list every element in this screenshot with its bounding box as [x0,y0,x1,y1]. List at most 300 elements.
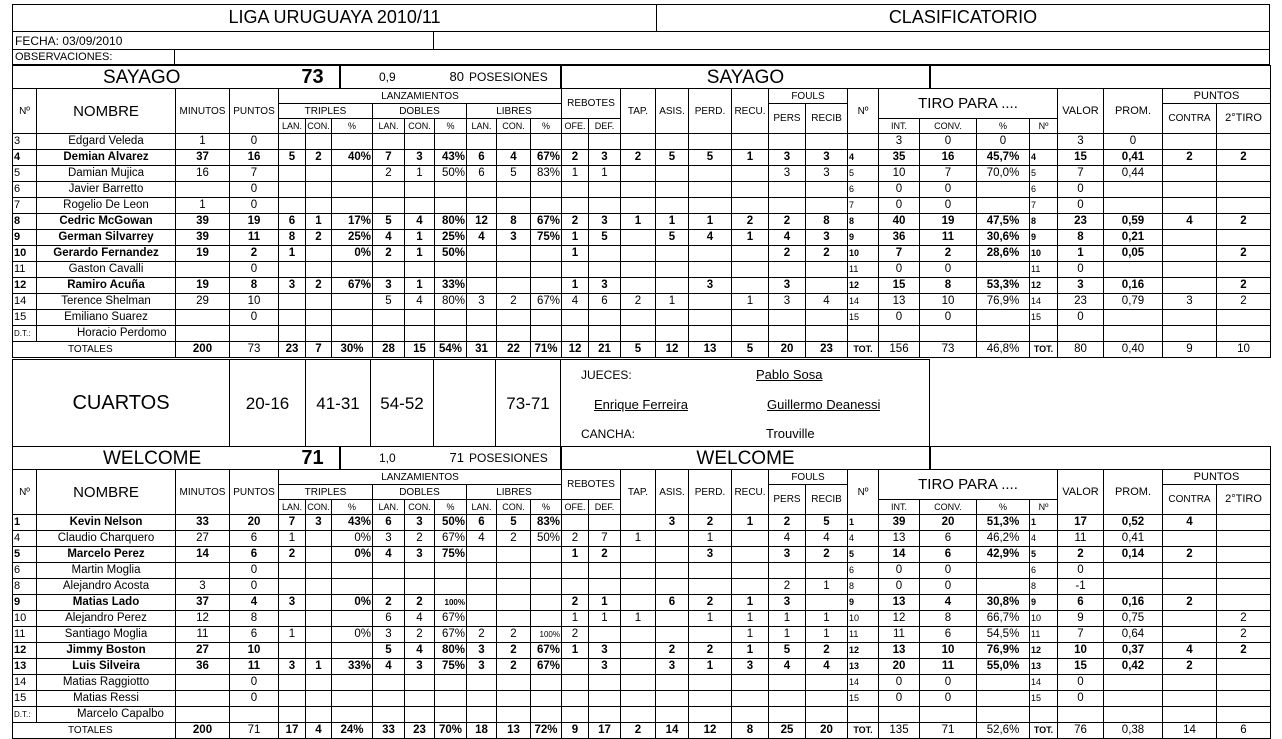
col-rebounds-header: REBOTES [561,469,621,500]
stat-cell [977,182,1030,198]
stat-cell: 5 [689,150,732,166]
stat-cell [435,262,467,278]
stat-cell [656,198,689,214]
stat-cell: 19 [176,246,230,262]
stat-cell: 10 [1030,246,1058,262]
stat-cell [1163,134,1217,150]
stat-cell [467,326,497,342]
stat-cell: 37 [176,595,230,611]
stat-cell: 7 [1058,627,1104,643]
stat-cell: 1 [589,166,621,182]
stat-cell [621,310,656,326]
stat-cell: 5 [373,643,405,659]
stat-cell: 7 [279,515,306,531]
stat-cell: 51,3% [977,515,1030,531]
possessions-value: 71 [449,450,464,465]
quarters-box [12,359,230,447]
stat-cell [1217,230,1271,246]
stat-cell: 1 [689,214,732,230]
stat-cell: 8 [920,611,977,627]
stat-cell: 1 [562,643,589,659]
stat-cell: 67% [435,611,467,627]
total-cell: 30% [332,342,373,358]
stat-cell [806,134,848,150]
stat-cell: 12 [848,643,879,659]
stat-cell: 3 [879,134,920,150]
stat-cell: 6 [467,166,497,182]
stat-cell [769,182,806,198]
stat-cell [977,579,1030,595]
stat-cell [332,326,373,342]
stat-cell [435,182,467,198]
stat-cell [373,563,405,579]
stat-cell: 20 [920,515,977,531]
stat-cell: 0 [879,310,920,326]
total-cell: 9 [1163,342,1217,358]
stat-cell: 7 [589,531,621,547]
stat-cell [497,579,531,595]
total-cell: TOT. [848,342,879,358]
col-recu-header: RECU. [731,469,769,515]
stat-cell: 0,37 [1104,643,1163,659]
total-cell: 13 [689,342,732,358]
stat-cell: 11 [13,627,37,643]
col-recib-header: RECIB [805,484,848,515]
total-cell: 73 [230,342,279,358]
stat-cell [848,326,879,342]
stat-cell: 0 [230,134,279,150]
stat-cell [467,310,497,326]
total-cell: 20 [806,723,848,739]
stat-cell [977,691,1030,707]
stat-cell [769,310,806,326]
stat-cell: 39 [176,230,230,246]
stat-cell: 1 [589,595,621,611]
stat-cell [589,262,621,278]
player-row [13,262,1271,278]
stat-cell [1217,675,1271,691]
player-row [13,579,1271,595]
col-triples-header: TRIPLES [278,103,373,119]
stat-cell [306,166,332,182]
stat-cell [621,182,656,198]
stat-cell: 4 [1030,531,1058,547]
stat-cell: 13 [879,294,920,310]
stat-cell: 2 [1163,547,1217,563]
total-cell: 23 [806,342,848,358]
stat-cell [332,182,373,198]
stat-cell: 14 [848,675,879,691]
player-row [13,246,1271,262]
stat-cell: 7 [920,166,977,182]
stat-cell [306,246,332,262]
stat-cell [621,707,656,723]
stat-cell: 6 [920,531,977,547]
stat-cell [1163,627,1217,643]
stat-cell [732,310,769,326]
stat-cell: 1 [621,531,656,547]
stat-cell [732,278,769,294]
stat-cell: 3 [405,659,435,675]
stat-cell [332,563,373,579]
col-lan-header: LAN. [466,118,497,134]
stat-cell [1163,611,1217,627]
stat-cell [1217,515,1271,531]
stat-cell [531,691,562,707]
stat-cell: 14 [1030,675,1058,691]
col-pct-header: % [331,499,373,515]
stat-cell: 4 [467,230,497,246]
col-free-header: LIBRES [466,484,562,500]
stat-cell [806,595,848,611]
stat-cell [373,134,405,150]
col-prom-header: PROM. [1103,88,1163,134]
stat-cell [920,326,977,342]
player-row [13,134,1271,150]
coach-row [13,326,1271,342]
stat-cell: 40% [332,150,373,166]
stat-cell: 35 [879,150,920,166]
stat-cell [589,246,621,262]
col-tiro-header: TIRO PARA .... [878,88,1058,119]
stat-cell [1163,230,1217,246]
stat-cell [279,166,306,182]
col-rebounds-header: REBOTES [561,88,621,119]
stat-cell [306,262,332,278]
player-name: Gaston Cavalli [37,262,176,278]
observations-label: OBSERVACIONES: [15,51,113,63]
stat-cell: 3 [405,515,435,531]
total-cell: 2 [621,723,656,739]
stat-cell [689,579,732,595]
stat-cell [1163,563,1217,579]
stat-cell: 0 [920,262,977,278]
stat-cell: 50% [435,515,467,531]
stat-cell: 8 [848,579,879,595]
stat-cell: 4 [806,531,848,547]
stat-cell: 9 [848,230,879,246]
stat-cell: 11 [1030,262,1058,278]
stat-cell: 6 [467,150,497,166]
stat-cell: 2 [1163,595,1217,611]
player-row [13,531,1271,547]
stat-cell [531,563,562,579]
stat-cell: 0 [1058,182,1104,198]
stat-cell: 67% [332,278,373,294]
stat-cell [1058,326,1104,342]
stat-cell: 25% [332,230,373,246]
stat-cell: 2 [373,246,405,262]
stat-cell [497,707,531,723]
team-score: 71 [301,447,324,469]
stat-cell [467,182,497,198]
stat-cell: 2 [562,150,589,166]
stat-cell [405,579,435,595]
stat-cell [977,326,1030,342]
stat-cell [732,707,769,723]
stat-cell [656,246,689,262]
stat-cell: 67% [531,643,562,659]
stat-cell: 2 [373,595,405,611]
efficiency-factor: 1,0 [379,451,396,465]
stat-cell: 2 [769,246,806,262]
stat-cell: 4 [405,611,435,627]
stat-cell [589,182,621,198]
referee-1: Pablo Sosa [756,367,823,382]
stat-cell: 50% [531,531,562,547]
stat-cell [279,691,306,707]
col-perd-header: PERD. [688,469,732,515]
col-int-header: INT. [878,118,920,134]
col-pct-header: % [530,118,562,134]
stat-cell [1217,134,1271,150]
stat-cell [497,691,531,707]
col-free-header: LIBRES [466,103,562,119]
stat-cell: 1 [562,611,589,627]
total-cell: 14 [656,723,689,739]
stat-cell: 2 [497,659,531,675]
stat-cell [1217,198,1271,214]
total-cell: 80 [1058,342,1104,358]
stat-cell: 20 [230,515,279,531]
total-cell: 46,8% [977,342,1030,358]
stat-cell [176,182,230,198]
stat-cell [1104,182,1163,198]
stat-cell [497,310,531,326]
stat-cell: 4 [769,230,806,246]
col-conv-header: CONV. [919,118,977,134]
stat-cell [769,326,806,342]
stat-cell: 8 [920,278,977,294]
stat-cell [373,326,405,342]
total-cell: 8 [732,723,769,739]
total-cell: 71 [230,723,279,739]
total-cell: 71 [920,723,977,739]
stat-cell: 0 [920,691,977,707]
stat-cell: 12 [1030,278,1058,294]
stat-cell: 14 [1030,294,1058,310]
stat-cell: 1 [562,547,589,563]
stat-cell [467,595,497,611]
stat-cell: 4 [405,643,435,659]
stat-cell [176,691,230,707]
stat-cell: 3 [467,643,497,659]
stat-cell: 30,8% [977,595,1030,611]
stat-cell [467,707,497,723]
stat-cell [497,563,531,579]
stat-cell [405,134,435,150]
stat-cell: 6 [656,595,689,611]
stat-cell: 1 [769,611,806,627]
stat-cell [467,198,497,214]
stat-cell [467,691,497,707]
stat-cell [732,246,769,262]
stat-cell [1104,707,1163,723]
team-name-filler [929,446,1271,470]
stat-cell [621,515,656,531]
col-def-header: DEF. [588,499,621,515]
stat-cell: 15 [1058,659,1104,675]
player-name: Matias Lado [37,595,176,611]
player-row [13,310,1271,326]
stat-cell: 9 [848,595,879,611]
quarter-1-score: 20-16 [245,394,290,413]
player-name: Martin Moglia [37,563,176,579]
col-lan-header: LAN. [278,499,306,515]
player-name: Emiliano Suarez [37,310,176,326]
stat-cell [689,294,732,310]
stat-cell [405,310,435,326]
col-num2-header: Nº [847,88,879,134]
stat-cell: 2 [306,230,332,246]
stat-cell: 2 [689,643,732,659]
stat-cell [732,531,769,547]
stat-cell [656,611,689,627]
stat-cell [332,643,373,659]
stat-cell: 2 [806,547,848,563]
stat-cell: 13 [879,595,920,611]
stat-cell [977,310,1030,326]
stat-cell: 67% [531,294,562,310]
stat-cell: 2 [230,246,279,262]
total-cell: 9 [562,723,589,739]
stat-cell: 0 [879,579,920,595]
stat-cell: 3 [689,547,732,563]
stat-cell [656,627,689,643]
total-cell: 135 [879,723,920,739]
stat-cell [435,675,467,691]
stat-cell [531,326,562,342]
stat-cell [435,563,467,579]
stat-cell: 42,9% [977,547,1030,563]
stat-cell [306,310,332,326]
stat-cell [1163,262,1217,278]
stat-cell: 6 [279,214,306,230]
stat-cell [1163,246,1217,262]
stat-cell: 0% [332,595,373,611]
stat-cell: 10 [1058,643,1104,659]
stat-cell: 3 [467,659,497,675]
stat-cell [1217,707,1271,723]
stat-cell [332,198,373,214]
stat-cell [621,627,656,643]
stat-cell: 1 [732,627,769,643]
stat-cell [806,326,848,342]
stat-cell: 3 [405,150,435,166]
stat-cell: 2 [656,643,689,659]
col-valor-header: VALOR [1057,88,1104,134]
stat-cell [656,563,689,579]
total-cell: 25 [769,723,806,739]
stat-cell: 11 [176,627,230,643]
stat-cell: 80% [435,643,467,659]
stat-cell: 10 [230,643,279,659]
stat-cell [306,198,332,214]
col-pers-header: PERS [768,484,806,515]
stat-cell [562,707,589,723]
stat-cell: 4 [848,150,879,166]
stat-cell [806,691,848,707]
col-ofe-header: OFE. [561,499,589,515]
stat-cell: 8 [1030,579,1058,595]
stat-cell [1163,675,1217,691]
stat-cell [306,611,332,627]
stat-cell: 8 [279,230,306,246]
col-num3-header: Nº [1029,499,1058,515]
stat-cell: 8 [1030,214,1058,230]
stat-cell [589,691,621,707]
player-row [13,182,1271,198]
stat-cell: 11 [230,230,279,246]
col-num2-header: Nº [847,469,879,515]
quarter-1-box [229,359,306,447]
stat-cell: 3 [656,515,689,531]
stat-cell: 76,9% [977,643,1030,659]
total-cell: 4 [306,723,332,739]
stat-cell: 2 [562,627,589,643]
stat-cell: 7 [13,198,37,214]
stat-cell: 1 [806,579,848,595]
stat-cell: 3 [589,150,621,166]
stat-cell: 1 [306,214,332,230]
stat-cell: 3 [1163,294,1217,310]
stat-cell [176,707,230,723]
stat-cell [531,262,562,278]
total-cell: 71% [531,342,562,358]
stat-cell: 1 [732,515,769,531]
stat-cell [621,659,656,675]
stat-cell: 2 [306,278,332,294]
stat-cell: 37 [176,150,230,166]
stat-cell: 1 [176,198,230,214]
stat-cell [732,182,769,198]
total-cell: 6 [1217,723,1271,739]
stat-cell: 39 [879,515,920,531]
stat-cell: 14 [13,294,37,310]
stat-cell: 80% [435,294,467,310]
stat-cell [562,310,589,326]
team-name-right: SAYAGO [560,65,931,89]
stat-cell: 3 [769,278,806,294]
stat-cell [467,579,497,595]
stat-cell [306,294,332,310]
stat-cell: 2 [562,214,589,230]
stat-cell: 2 [769,515,806,531]
stat-cell: 7 [230,166,279,182]
stat-cell: 5 [373,214,405,230]
stat-cell [589,134,621,150]
stat-cell: 1 [806,627,848,643]
player-name: Claudio Charquero [37,531,176,547]
stat-cell: 76,9% [977,294,1030,310]
stat-cell [176,326,230,342]
stat-cell: 100% [435,595,467,611]
stat-cell: 10 [13,611,37,627]
player-row [13,150,1271,166]
stat-cell: 2 [621,294,656,310]
stat-cell [332,707,373,723]
stat-cell [497,326,531,342]
stat-cell [689,134,732,150]
stat-cell [806,278,848,294]
stat-cell [332,310,373,326]
stat-cell: 4 [405,214,435,230]
stat-cell: 1 [279,246,306,262]
stat-cell [589,627,621,643]
stat-cell: 3 [1058,134,1104,150]
stat-cell: 3 [769,547,806,563]
total-cell: TOT. [1030,723,1058,739]
